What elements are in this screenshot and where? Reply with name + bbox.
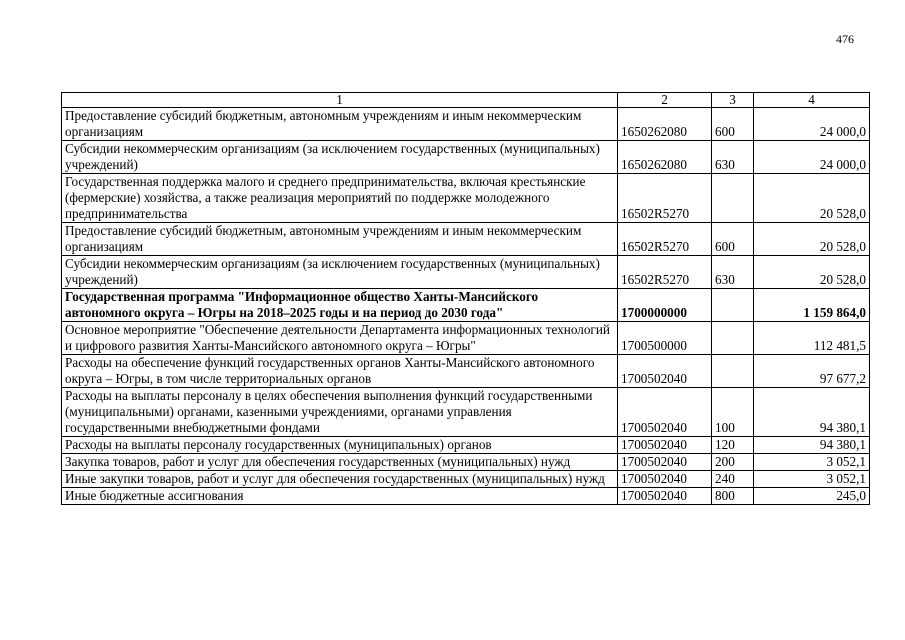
row-code: 1650262080 xyxy=(618,108,712,141)
row-name: Иные бюджетные ассигнования xyxy=(62,488,618,505)
row-amount: 97 677,2 xyxy=(754,355,870,388)
row-group: 200 xyxy=(712,454,754,471)
row-amount: 24 000,0 xyxy=(754,108,870,141)
row-amount: 112 481,5 xyxy=(754,322,870,355)
row-amount: 1 159 864,0 xyxy=(754,289,870,322)
page-number: 476 xyxy=(836,32,854,46)
row-group: 120 xyxy=(712,437,754,454)
row-group: 800 xyxy=(712,488,754,505)
row-amount: 20 528,0 xyxy=(754,223,870,256)
header-col-3: 3 xyxy=(712,93,754,108)
row-group: 600 xyxy=(712,223,754,256)
row-name: Предоставление субсидий бюджетным, автономным учреждениям и иным некоммерческим организациям xyxy=(62,108,618,141)
row-group xyxy=(712,174,754,223)
row-name: Расходы на обеспечение функций государственных органов Ханты-Мансийского автономного округа – Югры, в том числе территориальных органов xyxy=(62,355,618,388)
table-row xyxy=(62,322,870,355)
table-row xyxy=(62,174,870,223)
row-group: 630 xyxy=(712,141,754,174)
row-name: Расходы на выплаты персоналу государственных (муниципальных) органов xyxy=(62,437,618,454)
table-header-row xyxy=(62,93,870,108)
row-name: Закупка товаров, работ и услуг для обеспечения государственных (муниципальных) нужд xyxy=(62,454,618,471)
table-row xyxy=(62,488,870,505)
row-group xyxy=(712,355,754,388)
header-col-2: 2 xyxy=(618,93,712,108)
row-amount: 24 000,0 xyxy=(754,141,870,174)
row-code: 1700502040 xyxy=(618,437,712,454)
row-name: Государственная программа "Информационное общество Ханты-Мансийского автономного округа – Югры на 2018–2025 годы и на период до 2030 года" xyxy=(62,289,618,322)
row-code: 1700502040 xyxy=(618,454,712,471)
row-group: 600 xyxy=(712,108,754,141)
row-group: 630 xyxy=(712,256,754,289)
table-row xyxy=(62,471,870,488)
row-amount: 245,0 xyxy=(754,488,870,505)
table-row xyxy=(62,289,870,322)
table-row xyxy=(62,108,870,141)
row-code: 1650262080 xyxy=(618,141,712,174)
row-code: 1700502040 xyxy=(618,355,712,388)
row-amount: 3 052,1 xyxy=(754,471,870,488)
row-amount: 3 052,1 xyxy=(754,454,870,471)
row-code: 16502R5270 xyxy=(618,256,712,289)
row-code: 1700502040 xyxy=(618,471,712,488)
table-row xyxy=(62,355,870,388)
row-name: Субсидии некоммерческим организациям (за исключением государственных (муниципальных) учреждений) xyxy=(62,256,618,289)
row-group: 240 xyxy=(712,471,754,488)
row-name: Субсидии некоммерческим организациям (за исключением государственных (муниципальных) учреждений) xyxy=(62,141,618,174)
row-amount: 94 380,1 xyxy=(754,388,870,437)
row-code: 16502R5270 xyxy=(618,223,712,256)
table-row xyxy=(62,141,870,174)
row-amount: 20 528,0 xyxy=(754,174,870,223)
row-amount: 94 380,1 xyxy=(754,437,870,454)
row-code: 1700502040 xyxy=(618,388,712,437)
row-name: Иные закупки товаров, работ и услуг для обеспечения государственных (муниципальных) нужд xyxy=(62,471,618,488)
row-code: 1700000000 xyxy=(618,289,712,322)
row-group xyxy=(712,289,754,322)
row-name: Предоставление субсидий бюджетным, автономным учреждениям и иным некоммерческим организациям xyxy=(62,223,618,256)
row-group: 100 xyxy=(712,388,754,437)
row-name: Основное мероприятие "Обеспечение деятельности Департамента информационных технологий и цифрового развития Ханты-Мансийского автономного округа – Югры" xyxy=(62,322,618,355)
row-group xyxy=(712,322,754,355)
table-row xyxy=(62,223,870,256)
row-code: 1700502040 xyxy=(618,488,712,505)
table-row xyxy=(62,437,870,454)
header-col-1: 1 xyxy=(62,93,618,108)
row-code: 16502R5270 xyxy=(618,174,712,223)
budget-table xyxy=(61,92,870,505)
table-row xyxy=(62,256,870,289)
row-amount: 20 528,0 xyxy=(754,256,870,289)
table-row xyxy=(62,454,870,471)
table-row xyxy=(62,388,870,437)
row-name: Государственная поддержка малого и среднего предпринимательства, включая крестьянские (фермерские) хозяйства, а также реализация мероприятий по поддержке молодежного предпринимательства xyxy=(62,174,618,223)
row-code: 1700500000 xyxy=(618,322,712,355)
row-name: Расходы на выплаты персоналу в целях обеспечения выполнения функций государственными (муниципальными) органами, казенными учреждениями, органами управления государственными внебюджетными фондами xyxy=(62,388,618,437)
header-col-4: 4 xyxy=(754,93,870,108)
